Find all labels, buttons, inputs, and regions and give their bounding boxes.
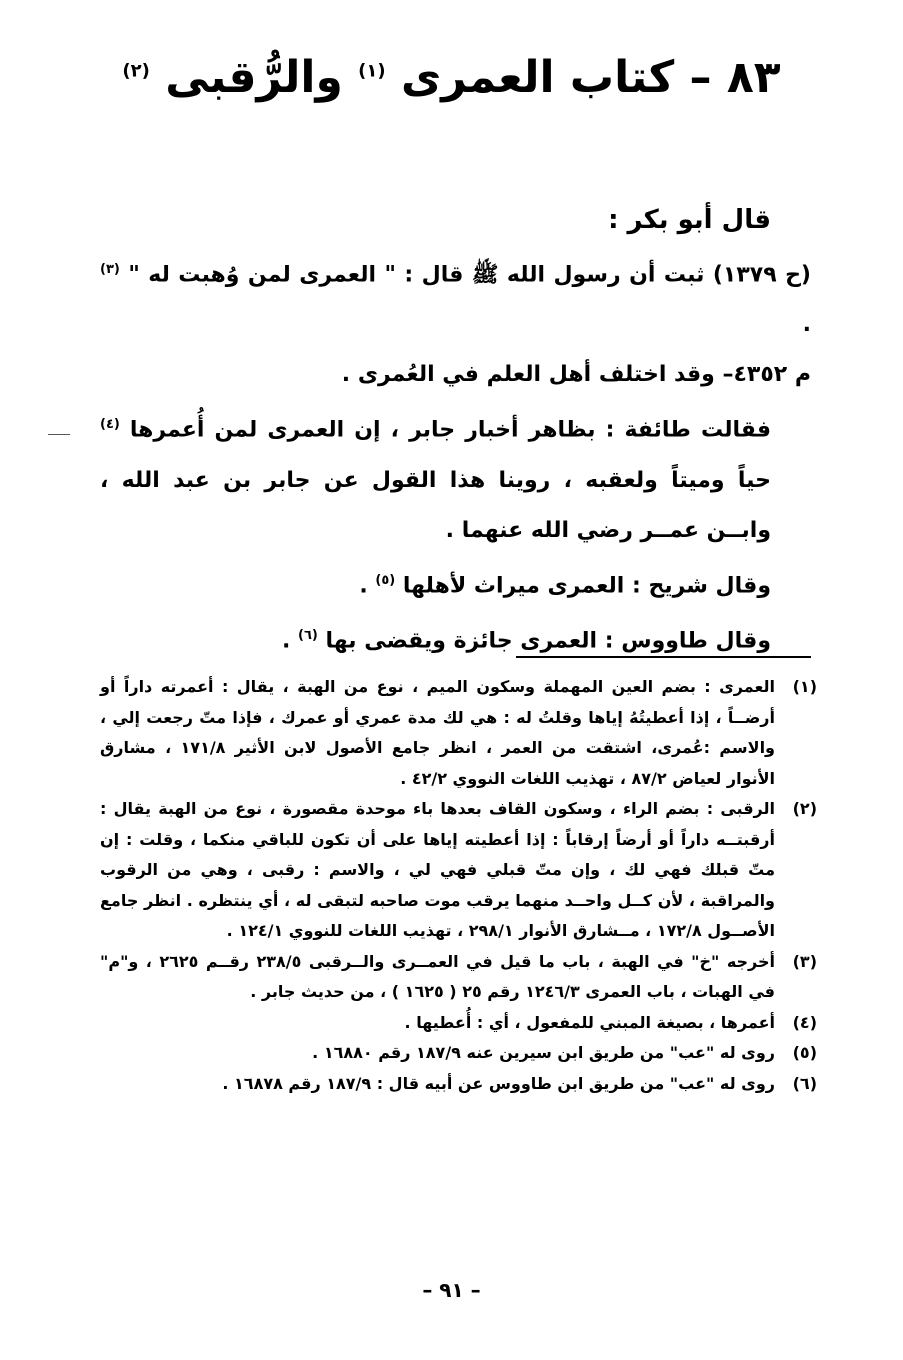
tawus-text: وقال طاووس : العمرى جائزة ويقضى بها — [325, 628, 771, 654]
hadith-line — [100, 245, 811, 350]
footnote-3 — [100, 947, 817, 1008]
footnote-text: روى له "عب" من طريق ابن طاووس عن أبيه قال : ١٨٧/٩ رقم ١٦٨٧٨ . — [222, 1073, 775, 1093]
footnote-5 — [100, 1038, 817, 1069]
masala-line: م ٤٣٥٢– وقد اختلف أهل العلم في العُمرى . — [341, 362, 811, 388]
footnote-ref-6[interactable]: (٦) — [297, 627, 318, 643]
shurayh-end: . — [359, 572, 368, 598]
footnote-ref-1[interactable]: (١) — [358, 60, 386, 82]
footnote-ref-2[interactable]: (٢) — [122, 60, 150, 82]
footnote-text: الرقبى : بضم الراء ، وسكون القاف بعدها باء موحدة مقصورة ، نوع من الهبة يقال : أرقبتــه داراً أو أرضاً إرقاباً : إذا أعطيته إياها على أن تكون للباقي منكما ، وقلت : إن متّ قبلك فهي لك ، وإن متّ قبلي فهي لي ، والاسم : رقبى ، وهي من الرقوب والمراقبة ، لأن كــل واحــد منهما يرقب موت صاحبه لتبقى له ، أي ينتظره . انظر جامع الأصــول ١٧٢/٨ ، مــشارق الأنوار ٢٩٨/١ ، تهذيب اللغات للنووي ١٢٤/١ . — [100, 799, 775, 940]
footnote-ref-3[interactable]: (٣) — [100, 262, 120, 277]
footnote-number: (٣) — [792, 951, 817, 971]
footnote-number: (٥) — [792, 1043, 817, 1062]
shurayh-line — [100, 556, 811, 611]
footnote-number: (٢) — [792, 799, 817, 818]
footnote-ref-5[interactable]: (٥) — [375, 572, 396, 588]
footnote-ref-4[interactable]: (٤) — [100, 417, 120, 433]
chapter-title — [0, 52, 903, 105]
chapter-title-text: ٨٣ – كتاب العمرى — [400, 52, 781, 103]
chapter-title-text-2: والرُّقبى — [165, 52, 343, 103]
footnote-2 — [100, 794, 817, 947]
footnote-1 — [100, 672, 817, 794]
footnote-text: أخرجه "خ" في الهبة ، باب ما قيل في العمــرى والــرقبى ٢٣٨/٥ رقــم ٢٦٢٥ ، و"م" في الهبات ، باب العمرى ١٢٤٦/٣ رقم ٢٥ ( ١٦٢٥ ) ، من حديث جابر . — [100, 951, 776, 1001]
shurayh-text: وقال شريح : العمرى ميراث لأهلها — [402, 572, 771, 598]
opinion-paragraph — [100, 400, 811, 555]
hadith-end: . — [802, 312, 811, 338]
tawus-line — [100, 611, 811, 666]
hadith-text: (ح ١٣٧٩) ثبت أن رسول الله ﷺ قال : " العمرى لمن وُهبت له " — [128, 262, 811, 288]
opinion-text-start: فقالت طائفة : بظاهر أخبار جابر ، إن العمرى لمن أُعمرها — [129, 417, 771, 443]
footnote-text: روى له "عب" من طريق ابن سيرين عنه ١٨٧/٩ رقم ١٦٨٨٠ . — [312, 1043, 775, 1062]
footnote-number: (١) — [792, 677, 817, 696]
footnote-4 — [100, 1008, 817, 1039]
footnotes — [100, 672, 817, 1099]
opinion-text-end: حياً وميتاً ولعقبه ، روينا هذا القول عن جابر بن عبد الله ، وابــن عمــر رضي الله عنهما . — [100, 467, 771, 543]
footnote-text: العمرى : بضم العين المهملة وسكون الميم ، نوع من الهبة ، يقال : أعمرته داراً أو أرضــاً ، إذا أعطيتُهُ إياها وقلتُ له : هي لك مدة عمري أو عمرك ، فإذا متّ رجعت إلي ، والاسم :عُمرى، اشتقت من العمر ، انظر جامع الأصول لابن الأثير ١٧١/٨ ، مشارق الأنوار لعياض ٨٧/٢ ، تهذيب اللغات النووي ٤٢/٢ . — [100, 677, 776, 788]
tawus-end: . — [281, 628, 291, 654]
footnote-text: أعمرها ، بصيغة المبني للمفعول ، أي : أُعطيها . — [404, 1012, 775, 1032]
main-text — [100, 195, 811, 666]
footnote-6 — [100, 1069, 817, 1100]
margin-mark — [48, 434, 70, 435]
footnote-number: (٦) — [792, 1073, 817, 1093]
page-number: – ٩١ – — [422, 1278, 481, 1302]
footnote-number: (٤) — [792, 1012, 817, 1032]
speaker-line: قال أبو بكر : — [608, 205, 771, 235]
footnote-separator — [516, 656, 811, 658]
